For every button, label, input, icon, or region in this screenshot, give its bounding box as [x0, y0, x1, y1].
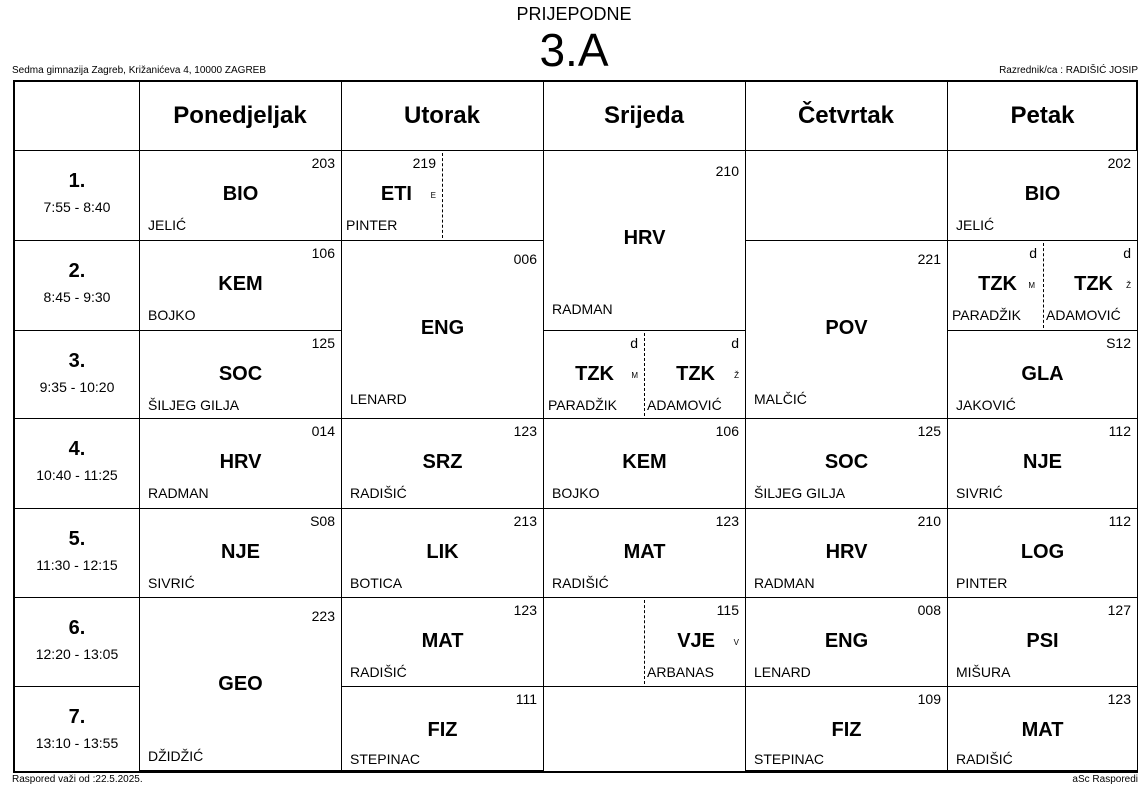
lesson-subject: TZK — [676, 363, 715, 385]
lesson-cell — [341, 418, 544, 509]
lesson-room: 123 — [513, 602, 537, 618]
lesson-teacher: RADIŠIĆ — [350, 485, 407, 501]
lesson-teacher: MIŠURA — [956, 664, 1011, 680]
lesson-subject: BIO — [1024, 183, 1061, 205]
lesson-cell — [947, 330, 1138, 419]
lesson-cell — [341, 508, 544, 598]
lesson-subject: POV — [825, 317, 868, 339]
lesson-teacher: ŠILJEG GILJA — [148, 397, 240, 413]
period-time: 9:35 - 10:20 — [39, 379, 115, 395]
lesson-subcell — [948, 241, 1043, 330]
lesson-room: 221 — [917, 251, 941, 267]
lesson-subject: HRV — [219, 451, 262, 473]
lesson-subject: KEM — [218, 273, 263, 295]
lesson-subject: SOC — [824, 451, 869, 473]
period-number: 4. — [68, 438, 86, 460]
lesson-cell — [139, 597, 342, 771]
lesson-subject: ENG — [420, 317, 465, 339]
lesson-cell — [947, 418, 1138, 509]
lesson-subject: LOG — [1020, 541, 1065, 563]
lesson-room: d — [1029, 245, 1037, 261]
period-time: 10:40 - 11:25 — [36, 467, 118, 483]
lesson-room: S08 — [310, 513, 335, 529]
lesson-subcell — [1044, 241, 1137, 330]
lesson-subject: MAT — [1021, 719, 1064, 741]
lesson-subject: TZK — [575, 363, 614, 385]
lesson-teacher: BOJKO — [148, 307, 196, 323]
period-7 — [15, 686, 139, 751]
lesson-teacher: ARBANAS — [647, 664, 714, 680]
lesson-cell — [543, 150, 746, 331]
lesson-teacher: MALČIĆ — [754, 391, 807, 407]
lesson-teacher: SIVRIĆ — [148, 575, 195, 591]
period-number: 2. — [68, 260, 86, 282]
lesson-room: 202 — [1107, 155, 1131, 171]
lesson-cell — [139, 330, 342, 419]
lesson-subject: FIZ — [427, 719, 458, 741]
lesson-room: 109 — [917, 691, 941, 707]
lesson-cell — [745, 240, 948, 419]
lesson-cell — [745, 508, 948, 598]
lesson-subject: MAT — [421, 630, 464, 652]
lesson-cell — [139, 150, 342, 241]
lesson-teacher: STEPINAC — [754, 751, 825, 767]
lesson-subject: NJE — [221, 541, 260, 563]
school-address: Sedma gimnazija Zagreb, Križanićeva 4, 10000 ZAGREB — [12, 65, 267, 76]
lesson-room: S12 — [1106, 335, 1131, 351]
lesson-room: 123 — [715, 513, 739, 529]
lesson-room: 111 — [515, 691, 537, 707]
lesson-subject: LIK — [426, 541, 459, 563]
lesson-subject: GLA — [1021, 363, 1064, 385]
lesson-cell — [745, 418, 948, 509]
lesson-cell — [947, 240, 1138, 331]
day-header-wednesday: Srijeda — [603, 102, 685, 129]
lesson-room: d — [630, 335, 638, 351]
day-header-thursday: Četvrtak — [797, 102, 895, 129]
period-number: 6. — [68, 617, 86, 639]
lesson-room: d — [731, 335, 739, 351]
period-2 — [15, 240, 139, 305]
period-number: 7. — [68, 706, 86, 728]
split-divider — [442, 153, 443, 238]
lesson-teacher: ŠILJEG GILJA — [754, 485, 846, 501]
lesson-cell — [543, 508, 746, 598]
lesson-subject: HRV — [623, 227, 666, 249]
lesson-subject: ETI — [380, 183, 412, 205]
period-time: 11:30 - 12:15 — [36, 557, 118, 573]
lesson-room: 112 — [1108, 423, 1131, 439]
period-number: 5. — [68, 528, 86, 550]
timetable-grid — [13, 80, 1138, 773]
lesson-teacher: RADMAN — [754, 575, 815, 591]
period-6 — [15, 597, 139, 662]
lesson-subject: TZK — [1074, 273, 1113, 295]
lesson-group: V — [733, 638, 739, 647]
lesson-cell — [947, 150, 1138, 241]
lesson-room: 115 — [716, 602, 739, 618]
lesson-subcell — [544, 331, 644, 418]
lesson-cell — [543, 330, 746, 419]
lesson-subject: MAT — [623, 541, 666, 563]
lesson-room: 125 — [311, 335, 335, 351]
lesson-cell — [745, 686, 948, 771]
lesson-teacher: BOJKO — [552, 485, 600, 501]
day-header-friday: Petak — [1010, 102, 1075, 129]
lesson-subject: BIO — [222, 183, 259, 205]
lesson-subcell — [645, 598, 745, 686]
lesson-teacher: PINTER — [956, 575, 1008, 591]
period-1 — [15, 150, 139, 215]
lesson-teacher: RADMAN — [552, 301, 613, 317]
lesson-teacher: DŽIDŽIĆ — [148, 748, 204, 764]
lesson-room: 106 — [311, 245, 335, 261]
lesson-room: 006 — [513, 251, 537, 267]
lesson-subject: KEM — [622, 451, 667, 473]
lesson-subject: TZK — [978, 273, 1017, 295]
lesson-teacher: ADAMOVIĆ — [1046, 307, 1121, 323]
lesson-cell — [543, 597, 746, 687]
lesson-teacher: RADMAN — [148, 485, 209, 501]
lesson-teacher: SIVRIĆ — [956, 485, 1003, 501]
lesson-cell — [745, 597, 948, 687]
lesson-subject: FIZ — [831, 719, 862, 741]
lesson-subject: VJE — [677, 630, 715, 652]
lesson-room: 112 — [1108, 513, 1131, 529]
lesson-room: 223 — [311, 608, 335, 624]
lesson-teacher: JELIĆ — [956, 217, 995, 233]
period-4 — [15, 418, 139, 483]
lesson-group: M — [631, 371, 638, 380]
shift-label: PRIJEPODNE — [516, 4, 632, 24]
lesson-teacher: JELIĆ — [148, 217, 187, 233]
lesson-subject: HRV — [825, 541, 868, 563]
lesson-cell — [341, 150, 544, 241]
period-time: 7:55 - 8:40 — [43, 199, 111, 215]
lesson-room: 219 — [412, 155, 436, 171]
lesson-room: 127 — [1107, 602, 1131, 618]
lesson-teacher: PARADŽIK — [952, 307, 1021, 323]
period-5 — [15, 508, 139, 573]
lesson-subcell — [645, 331, 745, 418]
lesson-room: 213 — [513, 513, 537, 529]
lesson-cell — [947, 597, 1138, 687]
lesson-room: 123 — [1107, 691, 1131, 707]
lesson-subject: SRZ — [422, 451, 463, 473]
lesson-cell — [139, 508, 342, 598]
lesson-teacher: RADIŠIĆ — [552, 575, 609, 591]
lesson-room: 203 — [311, 155, 335, 171]
period-time: 13:10 - 13:55 — [35, 735, 119, 751]
lesson-teacher: LENARD — [350, 391, 407, 407]
lesson-subject: ENG — [824, 630, 869, 652]
software-credit: aSc Rasporedi — [1072, 774, 1138, 785]
lesson-room: d — [1123, 245, 1131, 261]
lesson-cell — [947, 508, 1138, 598]
lesson-subject: NJE — [1023, 451, 1062, 473]
lesson-group: Ž — [734, 371, 739, 380]
lesson-cell — [139, 418, 342, 509]
lesson-teacher: BOTICA — [350, 575, 403, 591]
lesson-cell — [341, 597, 544, 687]
lesson-group: Ž — [1126, 281, 1131, 290]
lesson-room: 125 — [917, 423, 941, 439]
lesson-teacher: ADAMOVIĆ — [647, 397, 722, 413]
lesson-room: 210 — [917, 513, 941, 529]
lesson-subject: PSI — [1026, 630, 1059, 652]
lesson-cell — [139, 240, 342, 331]
period-number: 1. — [68, 170, 86, 192]
lesson-teacher: LENARD — [754, 664, 811, 680]
lesson-teacher: JAKOVIĆ — [956, 397, 1016, 413]
lesson-teacher: RADIŠIĆ — [956, 751, 1013, 767]
lesson-subject: GEO — [218, 673, 263, 695]
class-teacher: Razrednik/ca : RADIŠIĆ JOSIP — [999, 65, 1138, 76]
lesson-subcell — [342, 151, 442, 240]
period-number: 3. — [68, 350, 86, 372]
lesson-cell — [947, 686, 1138, 771]
lesson-teacher: STEPINAC — [350, 751, 421, 767]
lesson-room: 014 — [311, 423, 335, 439]
lesson-cell — [341, 686, 544, 771]
period-3 — [15, 330, 139, 395]
lesson-group: M — [1028, 281, 1035, 290]
valid-from: Raspored važi od :22.5.2025. — [12, 774, 143, 785]
lesson-subject: SOC — [218, 363, 263, 385]
day-header-monday: Ponedjeljak — [173, 102, 307, 129]
lesson-cell — [341, 240, 544, 419]
lesson-room: 123 — [513, 423, 537, 439]
class-name: 3.A — [539, 24, 609, 76]
lesson-group: E — [430, 191, 436, 200]
lesson-room: 008 — [917, 602, 941, 618]
day-header-tuesday: Utorak — [403, 102, 481, 129]
period-time: 12:20 - 13:05 — [35, 646, 119, 662]
lesson-teacher: PINTER — [346, 217, 398, 233]
lesson-room: 210 — [715, 163, 739, 179]
lesson-teacher: RADIŠIĆ — [350, 664, 407, 680]
lesson-teacher: PARADŽIK — [548, 397, 617, 413]
period-time: 8:45 - 9:30 — [43, 289, 111, 305]
lesson-room: 106 — [715, 423, 739, 439]
lesson-cell — [543, 418, 746, 509]
